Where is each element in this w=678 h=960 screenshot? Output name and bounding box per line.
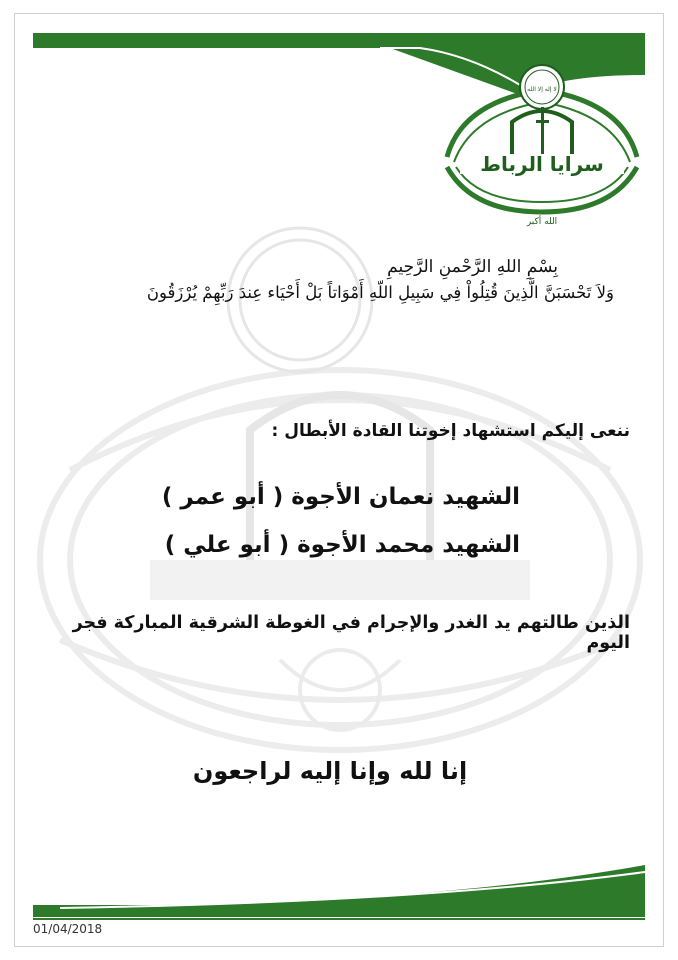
brand-logo [442, 62, 642, 232]
martyr-name-1: الشهيد نعمان الأجوة ( أبو عمر ) [161, 484, 520, 510]
basmala-block [40, 255, 630, 305]
date-stamp: 01/04/2018 [33, 922, 103, 936]
martyr-name-2: الشهيد محمد الأجوة ( أبو علي ) [164, 532, 520, 558]
quran-verse: وَلاَ تَحْسَبَنَّ الَّذِينَ قُتِلُواْ فِي سَبِيلِ اللّهِ أَمْوَاتاً بَلْ أَحْيَاء عِندَ رَبِّهِمْ يُرْزَقُونَ [146, 282, 614, 302]
svg-text:سرايا الرباط: سرايا الرباط [480, 152, 604, 176]
closing-phrase: إنا لله وإنا إليه لراجعون [192, 757, 468, 785]
event-text: الذين طالتهم يد الغدر والإجرام في الغوطة الشرقية المباركة فجر اليوم [72, 613, 630, 653]
basmala-line: بِسْمِ اللهِ الرَّحْمنِ الرَّحِيمِ [387, 257, 558, 277]
svg-text:الله أكبر: الله أكبر [526, 217, 558, 227]
announcement-text: ننعى إليكم استشهاد إخوتنا القادة الأبطال : [271, 421, 630, 441]
svg-text:لا إله إلا الله: لا إله إلا الله [527, 86, 557, 93]
